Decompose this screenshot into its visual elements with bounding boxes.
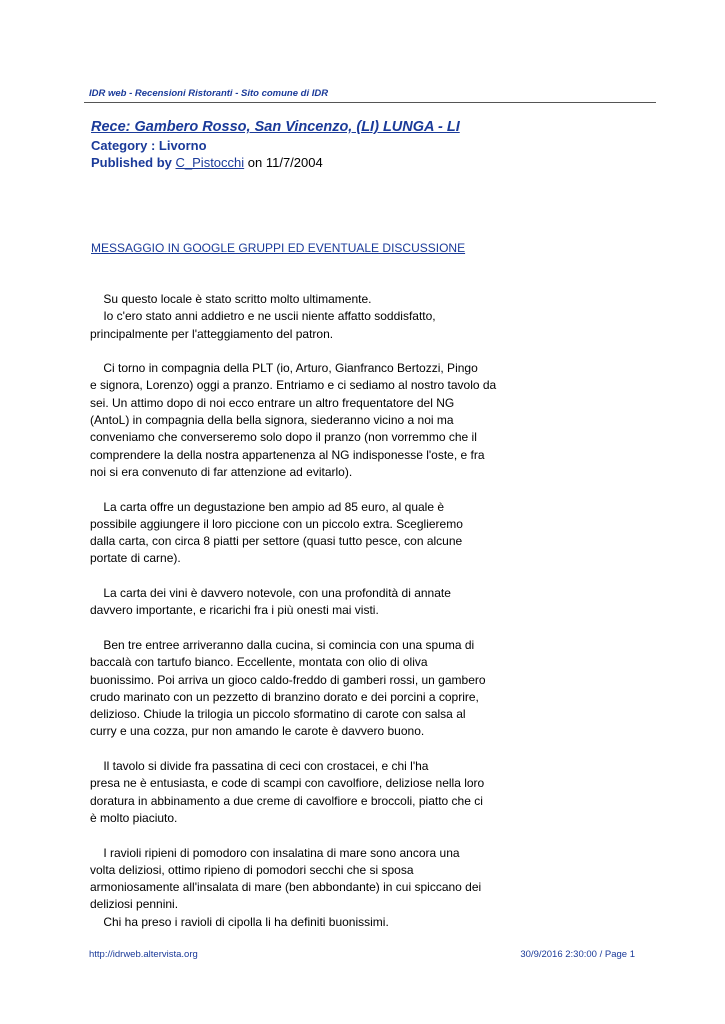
paragraph-gap [90, 827, 510, 844]
body-line: davvero importante, e ricarichi fra i più onesti mai visti. [90, 603, 379, 618]
body-line: curry e una cozza, pur non amando le carote è davvero buono. [90, 724, 425, 739]
body-line: e signora, Lorenzo) oggi a pranzo. Entriamo e ci sediamo al nostro tavolo da [90, 378, 497, 393]
paragraph-gap [90, 481, 510, 498]
paragraph-gap [90, 741, 510, 758]
google-groups-link[interactable]: MESSAGGIO IN GOOGLE GRUPPI ED EVENTUALE DISCUSSIONE [91, 241, 466, 255]
paragraph-gap [90, 620, 510, 637]
article-body [90, 291, 510, 931]
body-line: Io c'ero stato anni addietro e ne uscii niente affatto soddisfatto, [90, 309, 436, 324]
body-line: conveniamo che converseremo solo dopo il pranzo (non vorremmo che il [90, 430, 477, 445]
body-line: possibile aggiungere il loro piccione con un piccolo extra. Sceglieremo [90, 516, 463, 531]
header-divider [84, 102, 656, 103]
body-line: deliziosi pennini. [90, 897, 179, 912]
body-line: portate di carne). [90, 551, 181, 566]
body-line: doratura in abbinamento a due creme di cavolfiore e broccoli, piatto che ci [90, 793, 483, 808]
body-line: crudo marinato con un pezzetto di branzino dorato e dei porcini a coprire, [90, 689, 479, 704]
body-line: Ci torno in compagnia della PLT (io, Arturo, Gianfranco Bertozzi, Pingo [90, 361, 478, 376]
paragraph-gap [90, 568, 510, 585]
body-line: comprendere la della nostra appartenenza al NG indisponesse l'oste, e fra [90, 447, 485, 462]
body-line: principalmente per l'atteggiamento del patron. [90, 326, 334, 341]
body-line: baccalà con tartufo bianco. Eccellente, montata con olio di oliva [90, 655, 428, 670]
body-line: La carta offre un degustazione ben ampio ad 85 euro, al quale è [90, 499, 445, 514]
body-line: (AntoL) in compagnia della bella signora, siederanno vicino a noi ma [90, 413, 454, 428]
body-line: noi si era convenuto di far attenzione ad evitarlo). [90, 464, 353, 479]
published-prefix: Published by [91, 155, 176, 170]
body-line: armoniosamente all'insalata di mare (ben abbondante) in cui spiccano dei [90, 880, 482, 895]
article-category: Category : Livorno [91, 138, 207, 153]
article-published [91, 155, 323, 170]
footer-page-info: 30/9/2016 2:30:00 / Page 1 [520, 949, 635, 960]
body-line: Ben tre entree arriveranno dalla cucina, si comincia con una spuma di [90, 637, 475, 652]
body-line: presa ne è entusiasta, e code di scampi con cavolfiore, deliziose nella loro [90, 776, 485, 791]
author-link[interactable]: C_Pistocchi [175, 155, 245, 170]
site-header: IDR web - Recensioni Ristoranti - Sito comune di IDR [89, 88, 329, 99]
body-line: sei. Un attimo dopo di noi ecco entrare un altro frequentatore del NG [90, 395, 455, 410]
footer-url[interactable]: http://idrweb.altervista.org [89, 949, 198, 960]
body-line: è molto piaciuto. [90, 810, 178, 825]
published-date: on 11/7/2004 [244, 155, 323, 170]
body-line: I ravioli ripieni di pomodoro con insalatina di mare sono ancora una [90, 845, 460, 860]
body-line: Il tavolo si divide fra passatina di ceci con crostacei, e chi l'ha [90, 759, 429, 774]
body-line: Chi ha preso i ravioli di cipolla li ha definiti buonissimi. [90, 914, 389, 929]
body-line: delizioso. Chiude la trilogia un piccolo sformatino di carote con salsa al [90, 707, 466, 722]
body-line: volta deliziosi, ottimo ripieno di pomodori secchi che si sposa [90, 862, 414, 877]
body-line: buonissimo. Poi arriva un gioco caldo-freddo di gamberi rossi, un gambero [90, 672, 486, 687]
paragraph-gap [90, 343, 510, 360]
article-title[interactable]: Rece: Gambero Rosso, San Vincenzo, (LI) LUNGA - LI [91, 119, 460, 135]
body-line: dalla carta, con circa 8 piatti per settore (quasi tutto pesce, con alcune [90, 534, 463, 549]
body-line: Su questo locale è stato scritto molto ultimamente. [90, 292, 372, 306]
body-line: La carta dei vini è davvero notevole, con una profondità di annate [90, 586, 451, 601]
